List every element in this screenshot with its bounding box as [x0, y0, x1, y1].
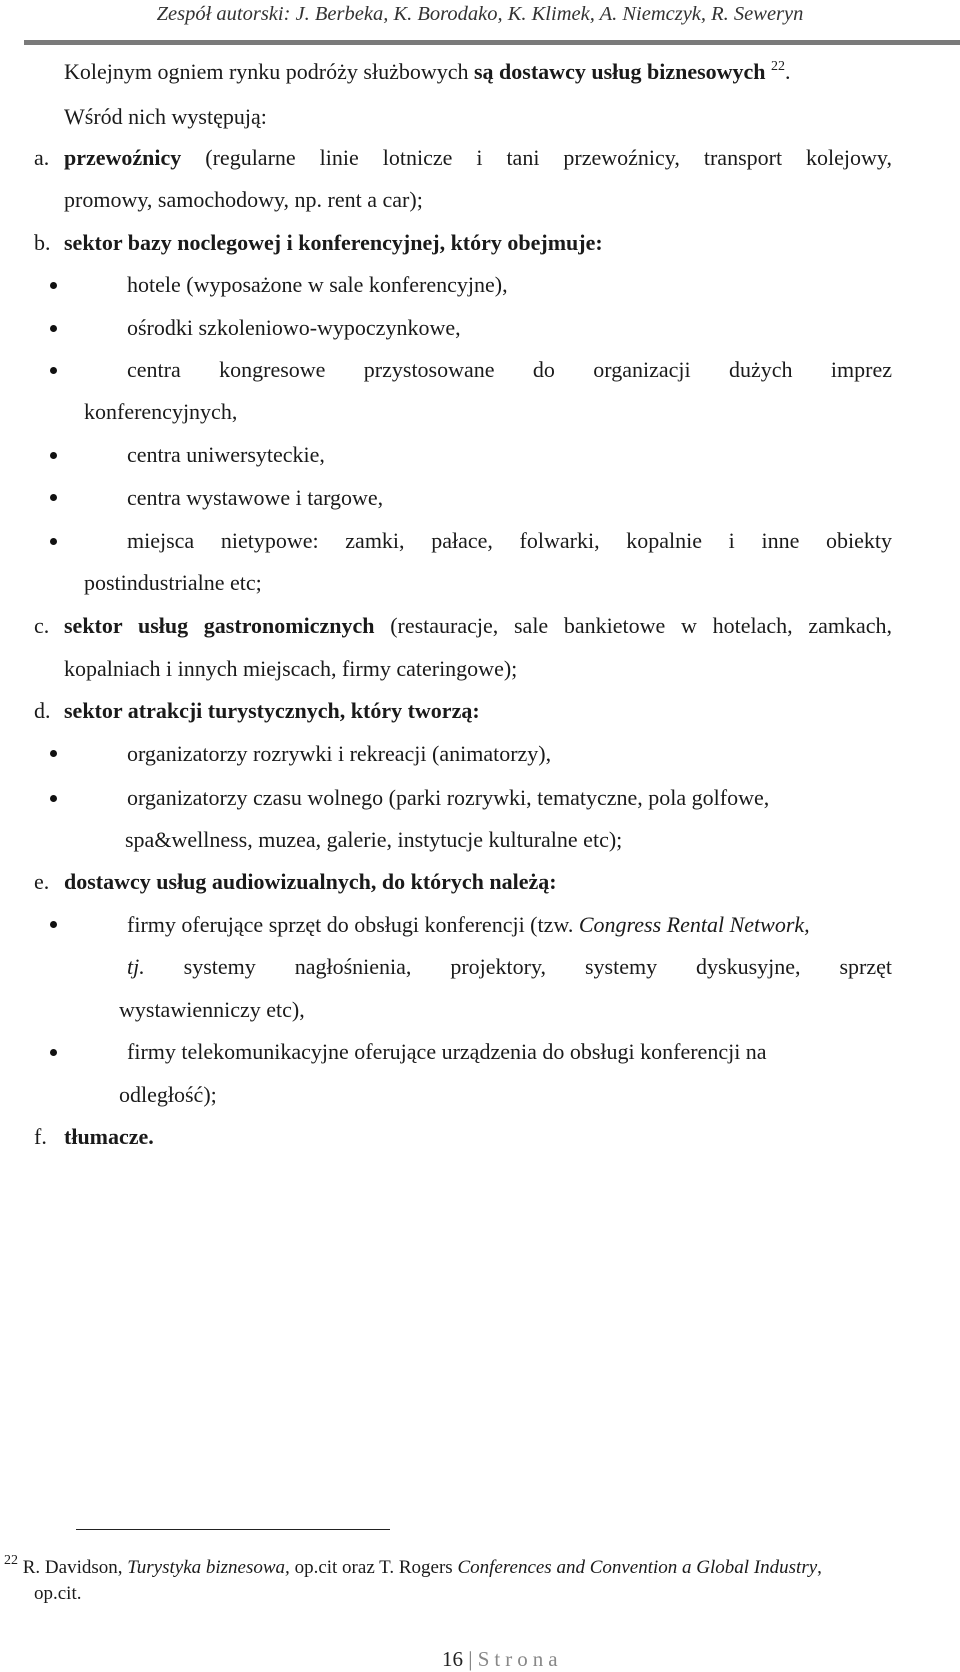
list-item: centra kongresowe przystosowane do organizacji dużych imprez: [127, 357, 892, 382]
footnote-line-1: $^{22}$ R. Davidson, Turystyka biznesowa, op.cit oraz T. Rogers Conferences and Convention a Global Industry,: [4, 1553, 822, 1578]
list-item-cont: spa&wellness, muzea, galerie, instytucje kulturalne etc);: [125, 827, 623, 852]
page-number: 16: [442, 1647, 463, 1671]
item-e-marker: e.: [34, 869, 50, 894]
page-footer: [442, 1646, 563, 1672]
item-c-marker: c.: [34, 613, 50, 638]
item-a-line-1: przewoźnicy (regularne linie lotnicze i tani przewoźnicy, transport kolejowy,: [64, 145, 892, 170]
list-item-cont: odległość);: [119, 1082, 217, 1107]
list-item: miejsca nietypowe: zamki, pałace, folwarki, kopalnie i inne obiekty: [127, 528, 892, 553]
bullet-icon: [50, 795, 57, 802]
bullet-icon: [50, 921, 57, 928]
item-c-line-2: kopalniach i innych miejscach, firmy cateringowe);: [64, 656, 518, 681]
intro-line-1: Kolejnym ogniem rynku podróży służbowych są dostawcy usług biznesowych $^{22}$.: [64, 59, 791, 84]
item-f-marker: f.: [34, 1124, 47, 1149]
list-item: ośrodki szkoleniowo-wypoczynkowe,: [127, 315, 461, 340]
item-b-marker: b.: [34, 230, 51, 255]
bullet-icon: [50, 282, 57, 289]
list-item-cont: wystawienniczy etc),: [119, 997, 305, 1022]
bullet-icon: [50, 452, 57, 459]
list-item-cont: konferencyjnych,: [84, 399, 238, 424]
list-item: firmy oferujące sprzęt do obsługi konferencji (tzw. Congress Rental Network,: [127, 912, 810, 937]
footnote-ref[interactable]: 22: [771, 59, 786, 74]
bullet-icon: [50, 750, 57, 757]
list-item: organizatorzy rozrywki i rekreacji (animatorzy),: [127, 741, 552, 766]
intro-line-2: Wśród nich występują:: [64, 104, 267, 129]
item-a-line-2: promowy, samochodowy, np. rent a car);: [64, 187, 423, 212]
list-item-cont: tj. systemy nagłośnienia, projektory, systemy dyskusyjne, sprzęt: [127, 954, 892, 979]
item-d-marker: d.: [34, 698, 51, 723]
list-item-cont: postindustrialne etc;: [84, 570, 262, 595]
header-rule: [24, 40, 960, 45]
bullet-icon: [50, 367, 57, 374]
list-item: centra uniwersyteckie,: [127, 442, 325, 467]
item-a-marker: a.: [34, 145, 50, 170]
bullet-icon: [50, 538, 57, 545]
running-header: Zespół autorski: J. Berbeka, K. Borodako, K. Klimek, A. Niemczyk, R. Seweryn: [156, 3, 804, 25]
footnote-rule: [76, 1529, 390, 1530]
item-e-heading: dostawcy usług audiowizualnych, do których należą:: [64, 869, 557, 894]
bullet-icon: [50, 1049, 57, 1056]
bullet-icon: [50, 494, 57, 501]
item-d-heading: sektor atrakcji turystycznych, który tworzą:: [64, 698, 480, 723]
list-item: firmy telekomunikacyjne oferujące urządzenia do obsługi konferencji na: [127, 1039, 767, 1064]
list-item: centra wystawowe i targowe,: [127, 485, 384, 510]
item-b-heading: sektor bazy noclegowej i konferencyjnej, który obejmuje:: [64, 230, 603, 255]
footer-label: Strona: [477, 1647, 563, 1671]
item-c-line-1: sektor usług gastronomicznych (restauracje, sale bankietowe w hotelach, zamkach,: [64, 613, 892, 638]
item-f-heading: tłumacze.: [64, 1124, 154, 1149]
list-item: hotele (wyposażone w sale konferencyjne),: [127, 272, 508, 297]
bullet-icon: [50, 325, 57, 332]
list-item: organizatorzy czasu wolnego (parki rozrywki, tematyczne, pola golfowe,: [127, 785, 770, 810]
footer-separator: |: [463, 1647, 478, 1671]
footnote-line-2: op.cit.: [34, 1583, 82, 1604]
